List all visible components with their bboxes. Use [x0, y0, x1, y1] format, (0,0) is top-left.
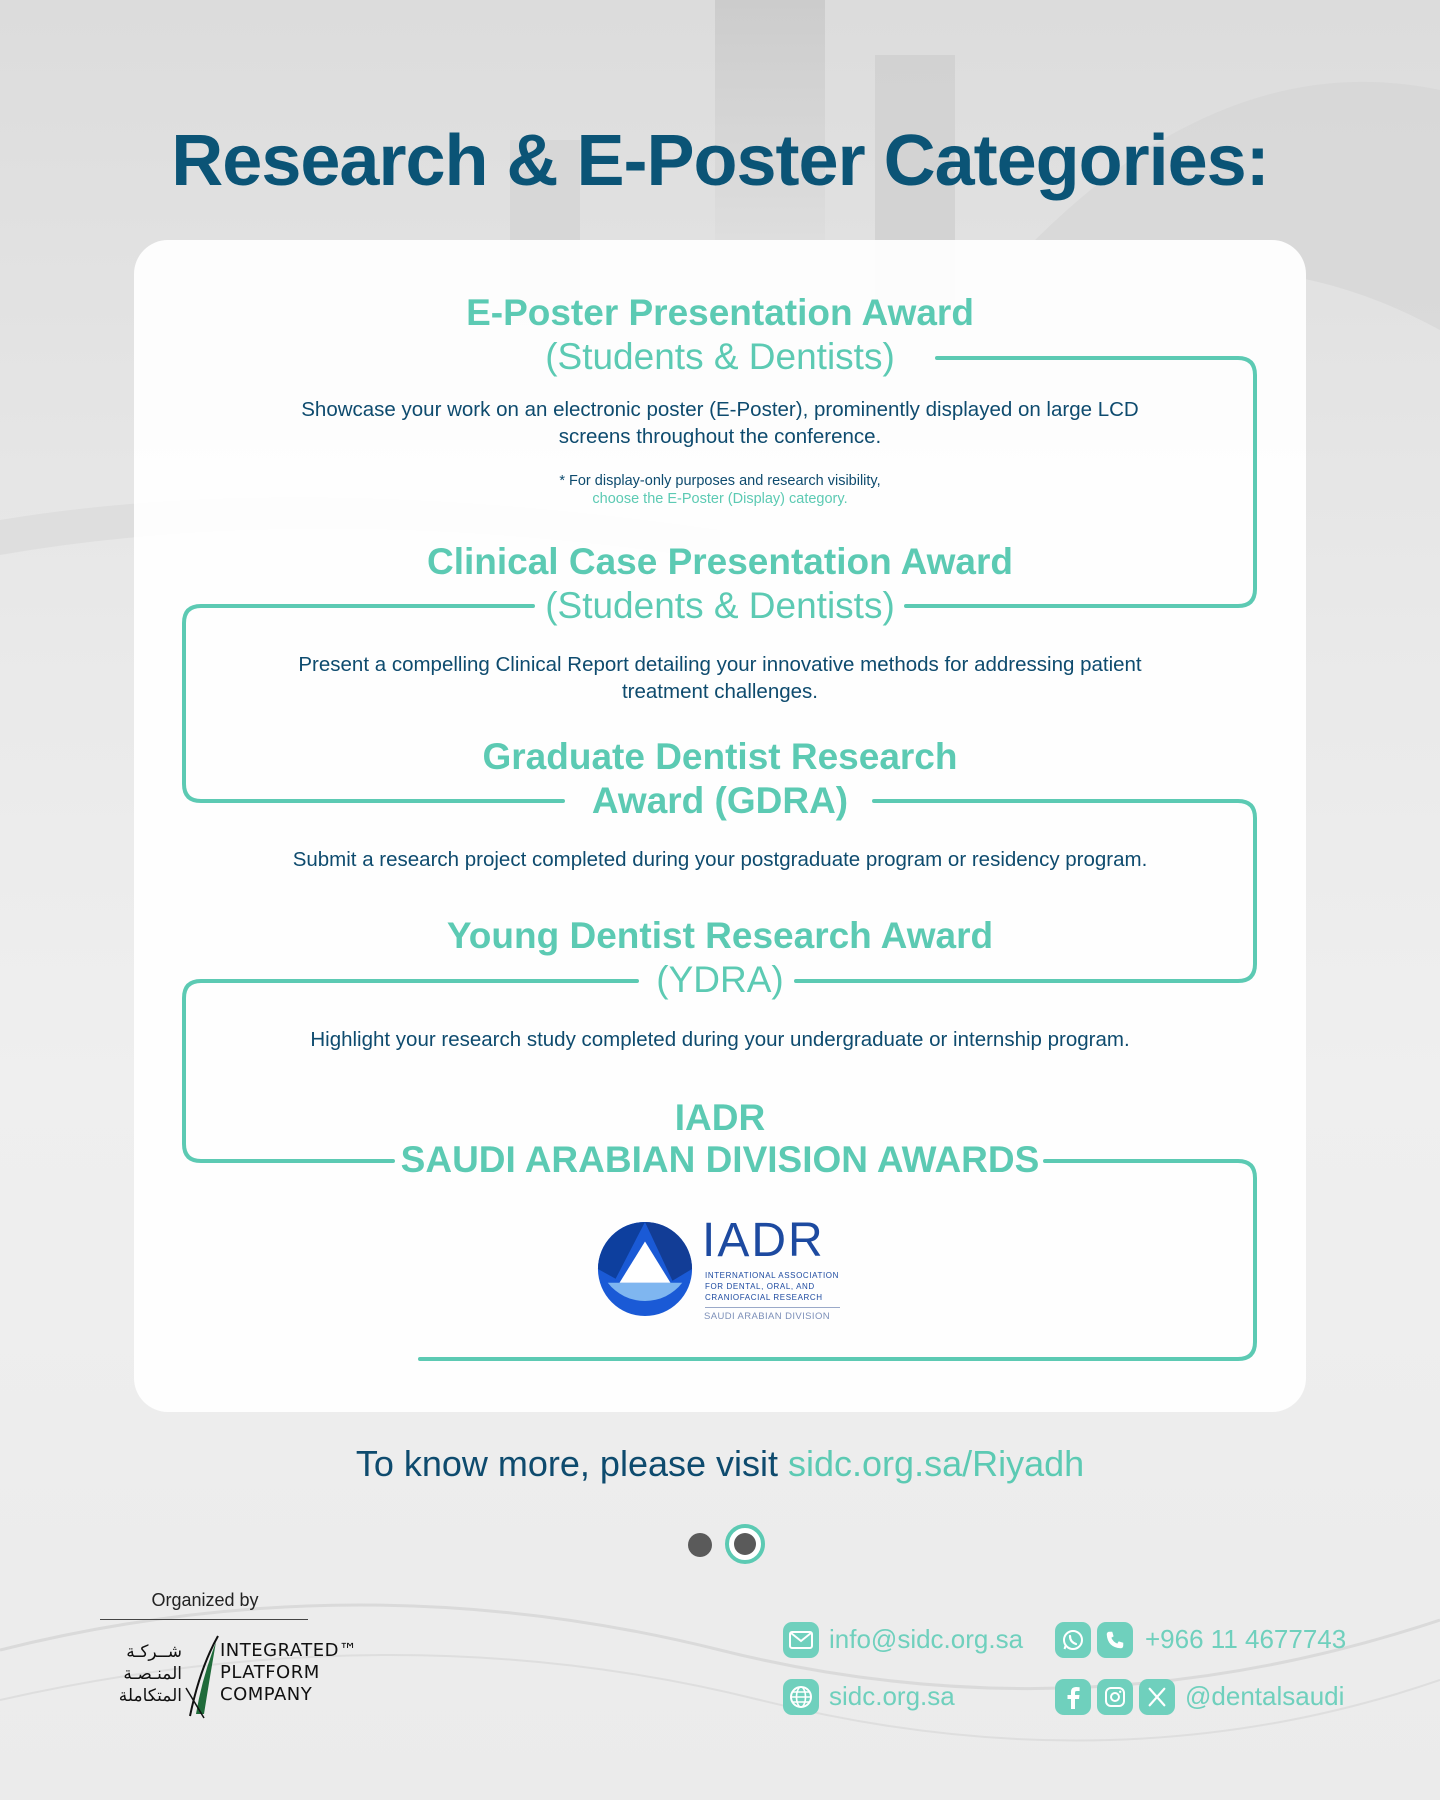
contact-website[interactable] [783, 1679, 983, 1717]
iadr-divider [705, 1307, 840, 1308]
mail-icon [783, 1622, 819, 1658]
contact-email[interactable] [783, 1622, 1043, 1660]
award-title-eposter: E-Poster Presentation Award [466, 292, 974, 333]
award-title-iadr-2: SAUDI ARABIAN DIVISION AWARDS [400, 1139, 1040, 1180]
globe-icon [783, 1679, 819, 1715]
award-note-eposter-2: choose the E-Poster (Display) category. [592, 491, 848, 507]
iadr-line-1: INTERNATIONAL ASSOCIATION [705, 1271, 839, 1280]
award-desc-ydra: Highlight your research study completed during your undergraduate or internship program. [310, 1028, 1130, 1051]
visit-link[interactable]: sidc.org.sa/Riyadh [788, 1443, 1085, 1484]
org-arabic-1: شــركـة [126, 1642, 182, 1662]
email-text: info@sidc.org.sa [829, 1624, 1024, 1654]
social-handle-text: @dentalsaudi [1185, 1681, 1345, 1711]
instagram-icon [1097, 1679, 1133, 1715]
award-subtitle-ydra: (YDRA) [656, 959, 784, 1000]
organized-by-rule [100, 1619, 308, 1620]
org-arabic-2: المنـصـة [123, 1664, 182, 1684]
page-dot-1[interactable] [688, 1533, 712, 1557]
org-english-2: PLATFORM [220, 1662, 320, 1683]
iadr-logo [596, 1215, 846, 1321]
page-title: Research & E-Poster Categories: [171, 121, 1269, 201]
contact-phone[interactable] [1055, 1622, 1355, 1660]
organized-by-label: Organized by [151, 1590, 259, 1610]
award-note-eposter-1: * For display-only purposes and research visibility, [559, 473, 881, 489]
website-text: sidc.org.sa [829, 1681, 955, 1711]
whatsapp-icon [1055, 1622, 1091, 1658]
iadr-wordmark: IADR [702, 1214, 825, 1267]
award-desc-clinical-case-1: Present a compelling Clinical Report detailing your innovative methods for addressing patient [298, 653, 1142, 676]
org-english-1: INTEGRATED™ [220, 1640, 358, 1661]
award-title-iadr-1: IADR [674, 1097, 766, 1138]
phone-icon [1097, 1622, 1133, 1658]
iadr-triangle-icon [596, 1220, 694, 1318]
integrated-platform-logo [90, 1628, 358, 1720]
award-desc-eposter-1: Showcase your work on an electronic poster (E-Poster), prominently displayed on large LCD [301, 398, 1139, 421]
visit-prefix: To know more, please visit [355, 1443, 789, 1484]
award-subtitle-eposter: (Students & Dentists) [545, 336, 895, 377]
award-title-clinical-case: Clinical Case Presentation Award [426, 541, 1014, 582]
contact-social[interactable] [1055, 1679, 1355, 1717]
iadr-line-3: CRANIOFACIAL RESEARCH [705, 1293, 823, 1302]
award-subtitle-clinical-case: (Students & Dentists) [545, 585, 895, 626]
award-desc-eposter-2: screens throughout the conference. [558, 425, 882, 448]
iadr-division: SAUDI ARABIAN DIVISION [704, 1311, 830, 1322]
award-title-ydra: Young Dentist Research Award [446, 915, 994, 956]
iadr-line-2: FOR DENTAL, ORAL, AND [705, 1282, 815, 1291]
award-desc-gdra: Submit a research project completed during your postgraduate program or residency program. [292, 848, 1148, 871]
award-title-gdra-2: Award (GDRA) [591, 780, 849, 821]
x-icon [1139, 1679, 1175, 1715]
award-title-gdra-1: Graduate Dentist Research [482, 736, 958, 777]
facebook-icon [1055, 1679, 1091, 1715]
phone-text: +966 11 4677743 [1145, 1624, 1347, 1654]
pagination [688, 1523, 768, 1563]
page-dot-2-active[interactable] [725, 1524, 765, 1564]
org-swoosh-icon [182, 1628, 222, 1720]
visit-line [0, 1443, 1440, 1485]
award-desc-clinical-case-2: treatment challenges. [621, 680, 818, 703]
org-english-3: COMPANY [220, 1684, 313, 1705]
org-arabic-3: المتكاملة [118, 1686, 182, 1706]
